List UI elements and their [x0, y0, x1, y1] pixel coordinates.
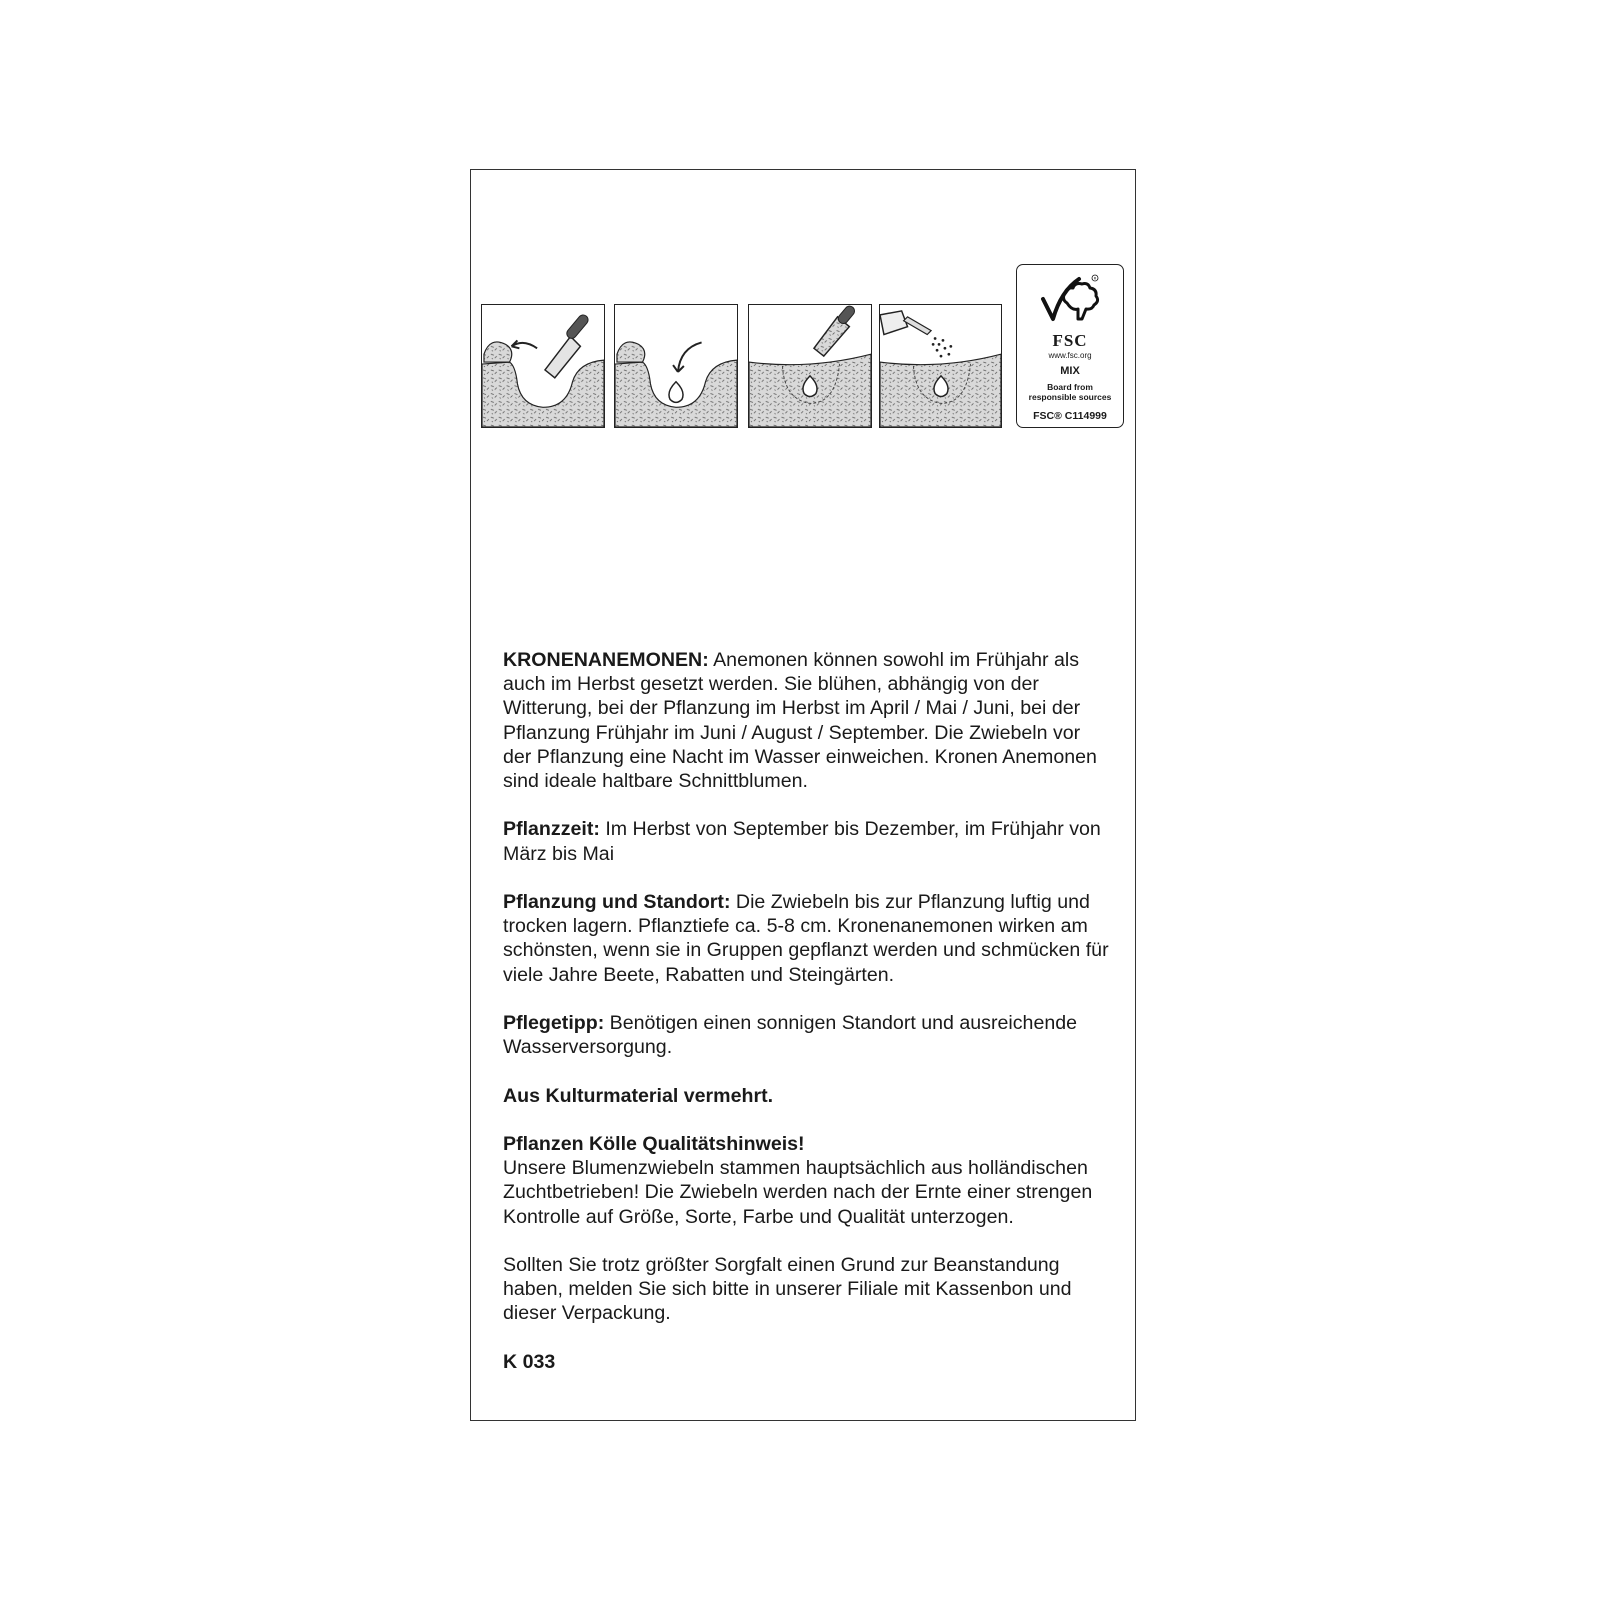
pflegetipp-text: Benötigen einen sonnigen Standort und ausreichende Wasserversorgung.	[503, 1012, 1078, 1059]
quality-heading: Pflanzen Kölle Qualitätshinweis!	[503, 1132, 805, 1155]
kultur-paragraph	[503, 1084, 1113, 1108]
complaint-paragraph: Sollten Sie trotz größter Sorgfalt einen Grund zur Beanstandung haben, melden Sie sich bitte in unserer Filiale mit Kassenbon und dieser Verpackung.	[503, 1253, 1072, 1325]
pflanzzeit-heading: Pflanzzeit:	[503, 818, 600, 841]
kultur-note: Aus Kulturmaterial vermehrt.	[503, 1084, 774, 1107]
pflegetipp-heading: Pflegetipp:	[503, 1012, 605, 1034]
planting-step-water	[879, 304, 1002, 428]
intro-heading: KRONENANEMONEN:	[503, 649, 709, 671]
planting-step-place-bulb	[614, 304, 738, 428]
pflanzzeit-paragraph	[503, 817, 1113, 865]
fsc-wordmark: FSC	[1052, 331, 1088, 350]
standort-paragraph	[503, 890, 1113, 987]
planting-step-cover-soil	[748, 304, 872, 428]
fsc-claim-line2: responsible sources	[1028, 392, 1112, 402]
product-description	[503, 648, 1113, 1398]
dig-hole-icon	[482, 305, 604, 427]
fsc-claim	[1017, 382, 1123, 402]
cover-soil-icon	[749, 305, 871, 427]
place-bulb-icon	[615, 305, 737, 427]
standort-text: Die Zwiebeln bis zur Pflanzung luftig und trocken lagern. Pflanztiefe ca. 5-8 cm. Kronenanemonen wirken am schönsten, wenn sie in Gruppen gepflanzt werden und schmücken für viele Jahre Beete, Rabatten und Steingärten.	[503, 891, 1109, 986]
intro-text: Anemonen können sowohl im Frühjahr als auch im Herbst gesetzt werden. Sie blühen, abhängig von der Witterung, bei der Pflanzung im Herbst im April / Mai / Juni, bei der Pflanzung Frühjahr im Juni / August / September. Die Zwiebeln vor der Pflanzung eine Nacht im Wasser einweichen. Kronen Anemonen sind ideale haltbare Schnittblumen.	[503, 649, 1097, 793]
intro-paragraph	[503, 648, 1113, 793]
article-code-paragraph	[503, 1350, 1113, 1374]
article-code: K 033	[503, 1350, 556, 1373]
fsc-category: MIX	[1060, 365, 1080, 377]
quality-text: Unsere Blumenzwiebeln stammen hauptsächlich aus holländischen Zuchtbetrieben! Die Zwiebeln werden nach der Ernte einer strengen Kontrolle auf Größe, Sorte, Farbe und Qualität unterzogen.	[503, 1157, 1093, 1228]
pflanzzeit-text: Im Herbst von September bis Dezember, im Frühjahr von März bis Mai	[503, 818, 1101, 865]
standort-heading: Pflanzung und Standort:	[503, 891, 731, 913]
fsc-tree-check-icon	[1039, 273, 1101, 335]
fsc-logo	[1016, 264, 1124, 428]
planting-step-dig-hole	[481, 304, 605, 428]
pflegetipp-paragraph	[503, 1011, 1113, 1059]
svg-text:R: R	[1093, 276, 1097, 281]
fsc-claim-line1: Board from	[1047, 382, 1093, 392]
fsc-url: www.fsc.org	[1048, 351, 1092, 360]
quality-paragraph	[503, 1132, 1113, 1229]
fsc-license-code: FSC® C114999	[1033, 410, 1107, 422]
water-icon	[880, 305, 1001, 427]
